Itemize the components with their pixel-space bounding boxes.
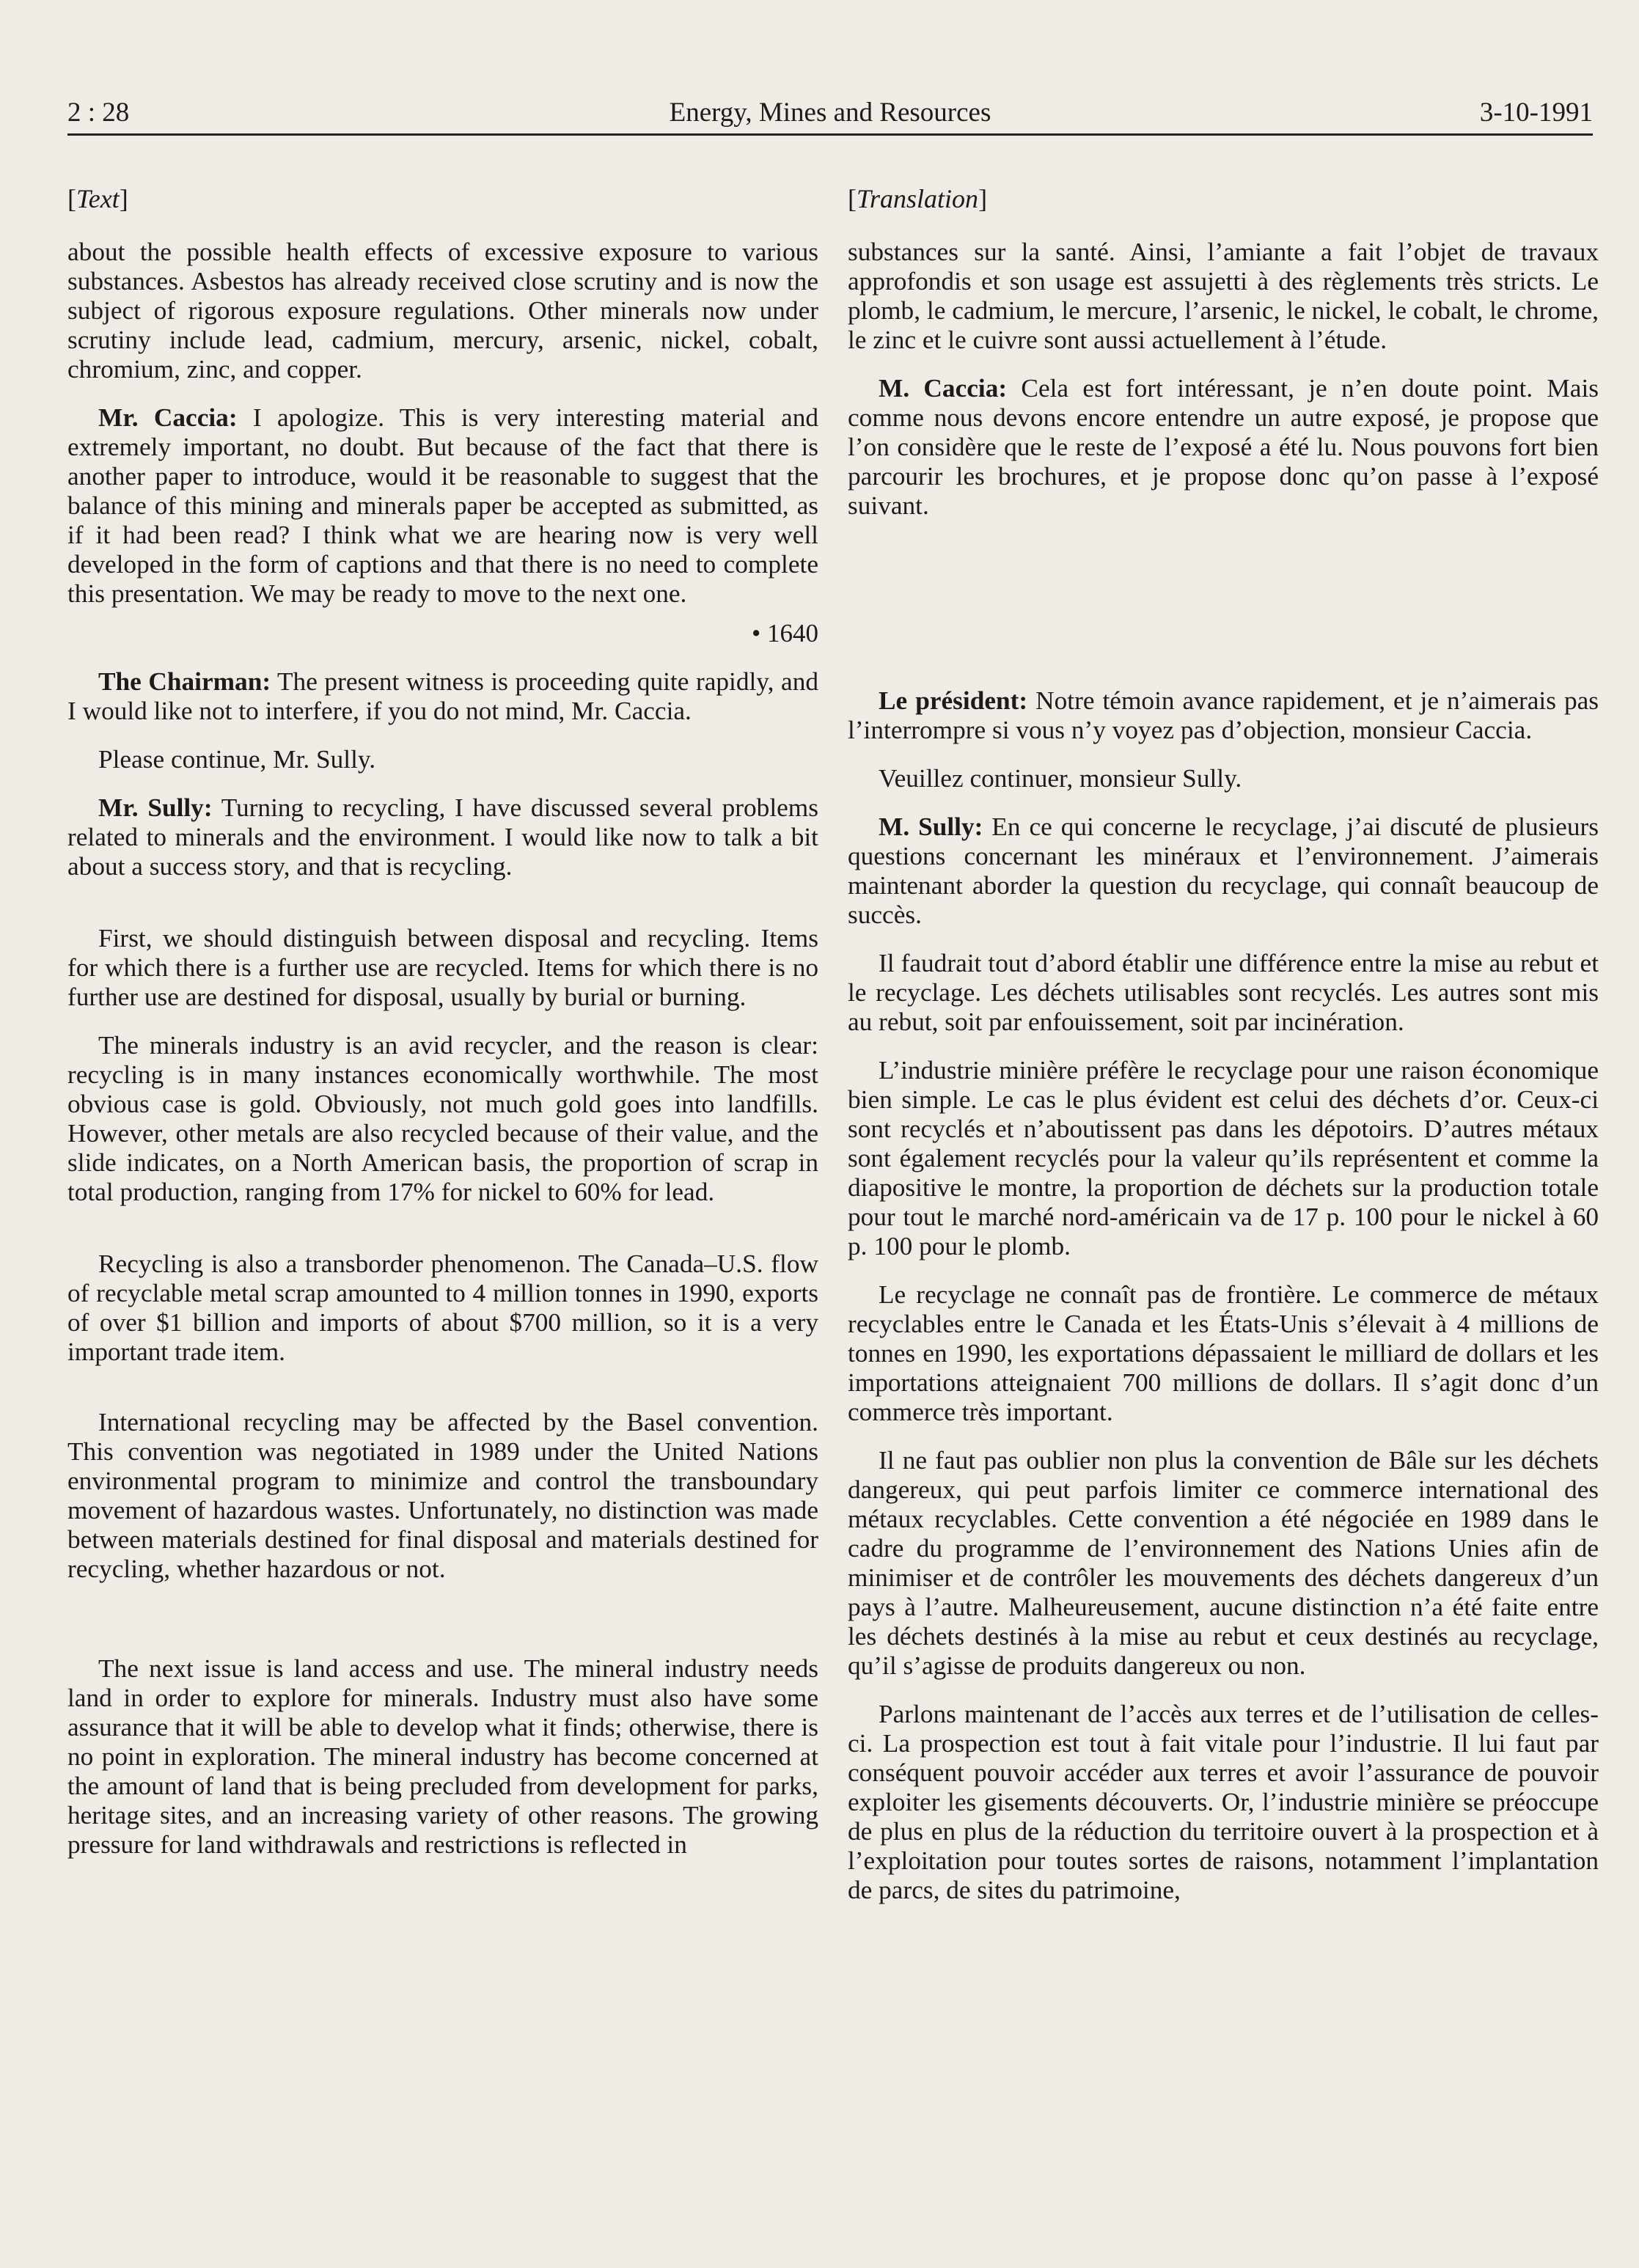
paragraph: Parlons maintenant de l’accès aux terres et de l’utilisation de celles-ci. La prospection est tout à fait vitale pour l’industrie. Il lui faut par conséquent pouvoir accéder aux terres et avoir l’assurance de pouvoir exploiter les gisements découverts. Or, l’industrie minière se préoccupe de plus en plus de la réduction du territoire ouvert à la prospection et à l’exploitation pour toutes sortes de raisons, notamment l’implantation de parcs, de sites du patrimoine, <box>848 1700 1599 1904</box>
paragraph: substances sur la santé. Ainsi, l’amiante a fait l’objet de travaux approfondis et son usage est assujetti à des règlements très stricts. Le plomb, le cadmium, le mercure, l’arsenic, le nickel, le cobalt, le chrome, le zinc et le cuivre sont aussi actuellement à l’étude. <box>848 238 1599 354</box>
page-number: 2 : 28 <box>67 98 130 128</box>
paragraph: International recycling may be affected by the Basel convention. This convention was negotiated in 1989 under the United Nations environmental program to minimize and control the transboundary movement of hazardous wastes. Unfortunately, no distinction was made between materials destined for final disposal and materials destined for recycling, whether hazardous or not. <box>67 1408 818 1583</box>
paragraph: Please continue, Mr. Sully. <box>98 745 376 774</box>
publication-title: Energy, Mines and Resources <box>669 98 991 128</box>
paragraph: Il ne faut pas oublier non plus la convention de Bâle sur les déchets dangereux, qui peut parfois limiter ce commerce international des métaux recyclables. Cette convention a été négociée en 1989 dans le cadre du programme de l’environnement des Nations Unies afin de minimiser et de contrôler les mouvements des déchets dangereux d’un pays à l’autre. Malheureusement, aucune distinction n’a été faite entre les déchets destinés à la mise au rebut et ceux destinés au recyclage, qu’il s’agisse de produits dangereux ou non. <box>848 1446 1599 1680</box>
paragraph: L’industrie minière préfère le recyclage pour une raison économique bien simple. Le cas le plus évident est celui des déchets d’or. Ceux-ci sont recyclés et n’aboutissent pas dans les dépotoirs. D’autres métaux sont également recyclés pour la valeur qu’ils représentent et comme la diapositive le montre, la proportion de déchets sur la production totale pour tout le marché nord-américain va de 17 p. 100 pour le nickel à 60 p. 100 pour le plomb. <box>848 1056 1599 1260</box>
speech-paragraph: Mr. Caccia: I apologize. This is very interesting material and extremely important, no doubt. But because of the fact that there is another paper to introduce, would it be reasonable to suggest that the balance of this mining and minerals paper be accepted as submitted, as if it had been read? I think what we are hearing now is very well developed in the form of captions and that there is no need to complete this presentation. We may be ready to move to the next one. <box>67 403 819 608</box>
speech-paragraph: Le président: Notre témoin avance rapidement, et je n’aimerais pas l’interrompre si vous n’y voyez pas d’objection, monsieur Caccia. <box>848 686 1599 744</box>
time-marker: • 1640 <box>751 619 818 647</box>
speech-paragraph: Mr. Sully: Turning to recycling, I have discussed several problems related to minerals and the environment. I would like now to talk a bit about a success story, and that is recycling. <box>67 793 818 881</box>
speaker-name: Le président: <box>879 686 1028 715</box>
column-label-text: [Text] <box>67 184 128 213</box>
paragraph: Recycling is also a transborder phenomenon. The Canada–U.S. flow of recyclable metal scrap amounted to 4 million tonnes in 1990, exports of over $1 billion and imports of about $700 million, so it is a very important trade item. <box>67 1249 818 1366</box>
paragraph: about the possible health effects of excessive exposure to various substances. Asbestos has already received close scrutiny and is now the subject of rigorous exposure regulations. Other minerals now under scrutiny include lead, cadmium, mercury, arsenic, nickel, cobalt, chromium, zinc, and copper. <box>67 238 818 383</box>
speech-paragraph: The Chairman: The present witness is proceeding quite rapidly, and I would like not to interfere, if you do not mind, Mr. Caccia. <box>67 667 818 725</box>
english-column <box>67 183 818 1860</box>
paragraph: Le recyclage ne connaît pas de frontière. Le commerce de métaux recyclables entre le Canada et les États-Unis s’élevait à 4 millions de tonnes en 1990, les exportations dépassaient le milliard de dollars et les importations atteignaient 700 millions de dollars. Il s’agit donc d’un commerce très important. <box>848 1280 1599 1426</box>
speech-paragraph: M. Sully: En ce qui concerne le recyclage, j’ai discuté de plusieurs questions concernant les minéraux et l’environnement. J’aimerais maintenant aborder la question du recyclage, qui connaît beaucoup de succès. <box>848 812 1599 929</box>
paragraph: Veuillez continuer, monsieur Sully. <box>879 764 1242 793</box>
speaker-name: The Chairman: <box>98 667 271 696</box>
column-label-translation: [Translation] <box>848 184 988 213</box>
paragraph: The minerals industry is an avid recycler, and the reason is clear: recycling is in many instances economically worthwhile. The most obvious case is gold. Obviously, not much gold goes into landfills. However, other metals are also recycled because of their value, and the slide indicates, on a North American basis, the proportion of scrap in total production, ranging from 17% for nickel to 60% for lead. <box>67 1031 818 1206</box>
speaker-name: Mr. Caccia: <box>98 403 238 432</box>
issue-date: 3-10-1991 <box>1479 98 1593 128</box>
speaker-name: M. Caccia: <box>879 374 1008 403</box>
paragraph: Il faudrait tout d’abord établir une différence entre la mise au rebut et le recyclage. Les déchets utilisables sont recyclés. Les autres sont mis au rebut, soit par enfouissement, soit par incinération. <box>848 949 1599 1036</box>
paragraph: The next issue is land access and use. The mineral industry needs land in order to explore for minerals. Industry must also have some assurance that it will be able to develop what it finds; otherwise, there is no point in exploration. The mineral industry has become concerned at the amount of land that is being precluded from development for parks, heritage sites, and an increasing variety of other reasons. The growing pressure for land withdrawals and restrictions is reflected in <box>67 1654 818 1859</box>
french-column <box>848 183 1599 1905</box>
speaker-name: Mr. Sully: <box>98 793 213 822</box>
speech-paragraph: M. Caccia: Cela est fort intéressant, je n’en doute point. Mais comme nous devons encore entendre un autre exposé, je propose que l’on considère que le reste de l’exposé a été lu. Nous pouvons fort bien parcourir les brochures, et je propose donc qu’on passe à l’exposé suivant. <box>848 374 1599 520</box>
speaker-name: M. Sully: <box>879 812 983 841</box>
page-header <box>67 92 1593 136</box>
paragraph: First, we should distinguish between disposal and recycling. Items for which there is a further use are recycled. Items for which there is no further use are destined for disposal, usually by burial or burning. <box>67 924 818 1011</box>
